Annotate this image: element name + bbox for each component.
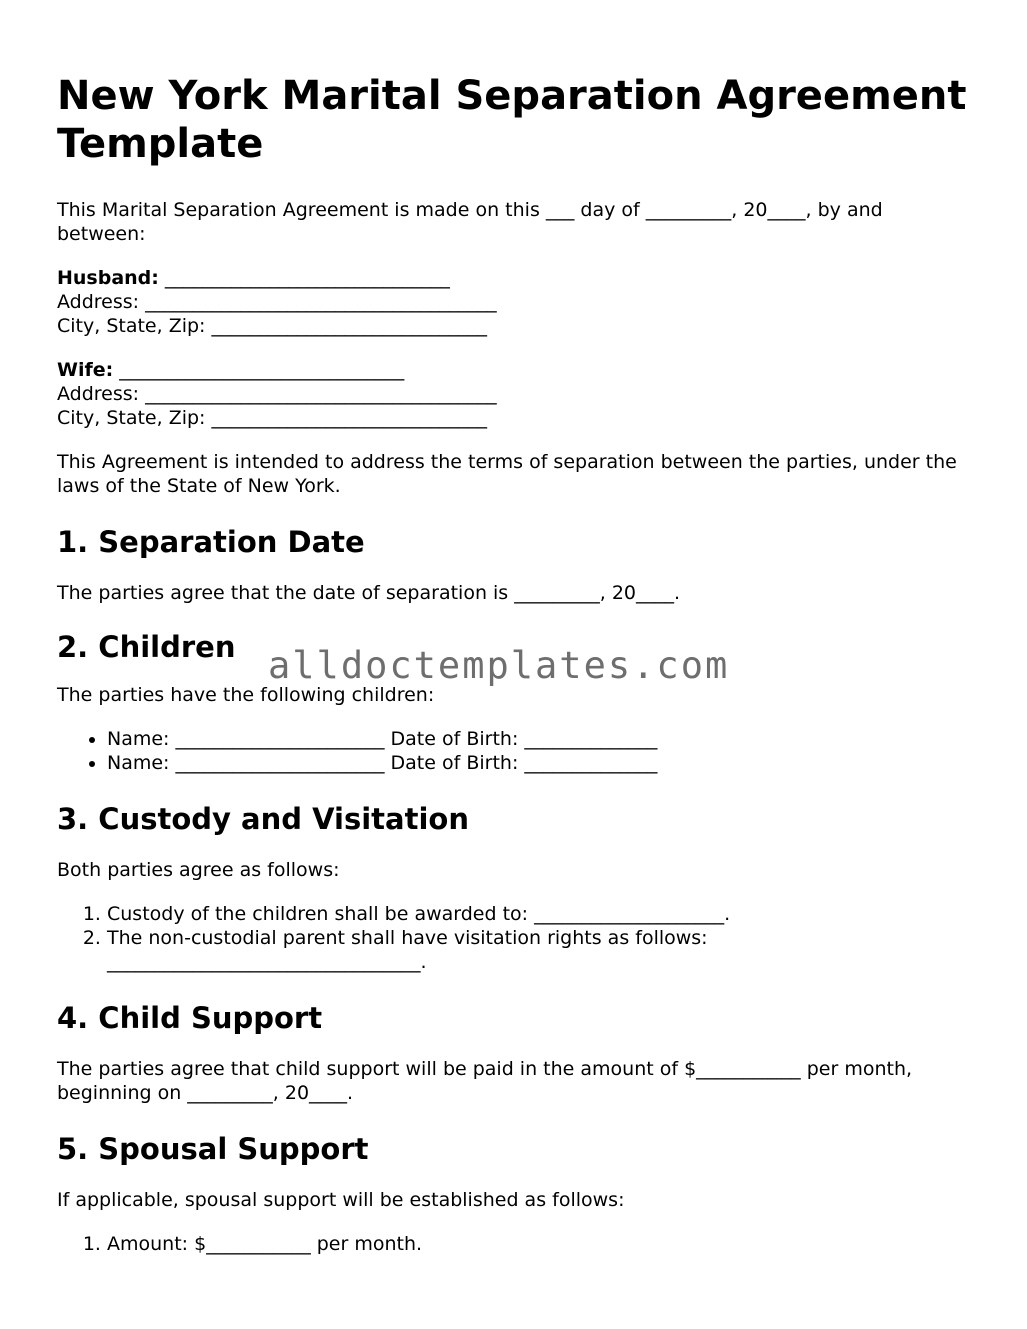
list-item: • Name: ______________________ Date of Birth: ______________ xyxy=(107,751,977,775)
section-heading-custody: 3. Custody and Visitation xyxy=(57,802,469,836)
custody-list xyxy=(57,902,977,974)
purpose-paragraph: This Agreement is intended to address the terms of separation between the parties, under the laws of the State of New York. xyxy=(57,451,957,497)
wife-block xyxy=(57,358,977,430)
husband-city-line: City, State, Zip: _____________________________ xyxy=(57,315,487,337)
children-list xyxy=(57,727,977,775)
watermark: alldoctemplates.com xyxy=(268,644,730,687)
husband-label: Husband: xyxy=(57,267,159,289)
list-item: 1. Custody of the children shall be awarded to: ____________________. xyxy=(107,902,977,926)
wife-name-blank: ______________________________ xyxy=(113,359,405,381)
section-heading-child-support: 4. Child Support xyxy=(57,1001,323,1035)
wife-address-line: Address: _____________________________________ xyxy=(57,383,497,405)
custody-paragraph: Both parties agree as follows: xyxy=(57,859,340,881)
children-paragraph: The parties have the following children: xyxy=(57,684,435,706)
document-title: New York Marital Separation Agreement Template xyxy=(57,73,967,167)
list-item: 1. Amount: $___________ per month. xyxy=(107,1232,977,1256)
section-heading-spousal-support: 5. Spousal Support xyxy=(57,1132,369,1166)
section-heading-separation-date: 1. Separation Date xyxy=(57,525,365,559)
husband-name-blank: ______________________________ xyxy=(158,267,450,289)
wife-name-line xyxy=(57,358,977,382)
child-support-paragraph: The parties agree that child support will be paid in the amount of $___________ per month, beginning on _________, 20____. xyxy=(57,1058,913,1104)
list-item: 2. The non-custodial parent shall have visitation rights as follows: _________________________________. xyxy=(107,926,977,974)
section-heading-children: 2. Children xyxy=(57,630,236,664)
wife-city-line: City, State, Zip: _____________________________ xyxy=(57,407,487,429)
list-item: • Name: ______________________ Date of Birth: ______________ xyxy=(107,727,977,751)
husband-name-line xyxy=(57,266,977,290)
separation-date-paragraph: The parties agree that the date of separation is _________, 20____. xyxy=(57,582,681,604)
wife-label: Wife: xyxy=(57,359,114,381)
husband-address-line: Address: _____________________________________ xyxy=(57,291,497,313)
intro-paragraph: This Marital Separation Agreement is made on this ___ day of _________, 20____, by and between: xyxy=(57,199,883,245)
husband-block xyxy=(57,266,977,338)
spousal-support-list xyxy=(57,1232,977,1256)
spousal-support-paragraph: If applicable, spousal support will be established as follows: xyxy=(57,1189,625,1211)
